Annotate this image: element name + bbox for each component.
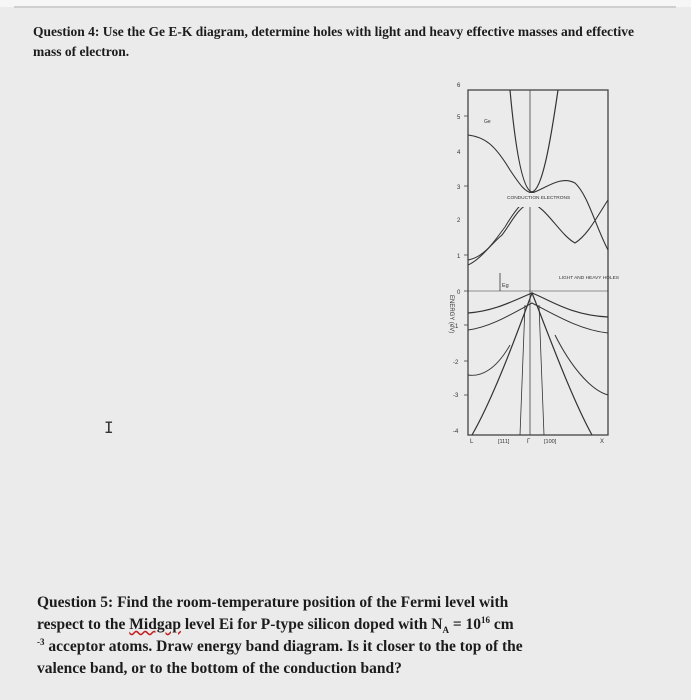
y-tick: 2	[457, 218, 461, 224]
conduction-band-upper	[510, 90, 558, 192]
q5-line-4: valence band, or to the bottom of the conduction band?	[37, 660, 402, 677]
valence-lower	[555, 335, 608, 395]
ek-diagram	[440, 75, 620, 450]
conduction-band-mid	[468, 135, 532, 193]
q5-line-2: respect to the Midgap level Ei for P-type silicon doped with $N_A = 10^{16}$ cm	[37, 614, 514, 636]
question-5-text	[37, 592, 677, 680]
x-label-100: [100]	[544, 439, 557, 445]
x-label-111: [111]	[498, 439, 510, 445]
conduction-label	[507, 195, 570, 201]
x-label-gamma: Γ	[527, 439, 531, 445]
y-axis-label: ENERGY (eV)	[448, 295, 454, 334]
diagram-frame	[468, 90, 608, 435]
y-tick: 4	[457, 150, 461, 156]
x-label-x: X	[600, 439, 605, 445]
y-tick: 3	[457, 185, 461, 191]
y-tick: 1	[457, 254, 461, 260]
valence-center-line-right	[539, 305, 544, 435]
midgap-word: Midgap	[129, 616, 181, 633]
top-rule	[14, 6, 676, 8]
y-tick: -1	[453, 324, 459, 330]
y-tick: 0	[457, 290, 461, 296]
conduction-label-text: CONDUCTION ELECTRONS	[507, 196, 571, 201]
ge-label: Ge	[484, 119, 491, 125]
y-tick: -4	[453, 429, 459, 435]
eg-label: Eg	[502, 283, 509, 289]
valence-heavy-hole	[468, 293, 608, 317]
y-tick: -3	[453, 393, 459, 399]
y-tick: 6	[457, 83, 461, 89]
q5-line-3: $^{-3}$ acceptor atoms. Draw energy band diagram. Is it closer to the top of the	[37, 636, 523, 655]
q5-line-1: Question 5: Find the room-temperature position of the Fermi level with	[37, 594, 509, 611]
holes-label-text: LIGHT AND HEAVY HOLES	[559, 276, 619, 281]
text-cursor-icon: I	[104, 418, 114, 437]
y-tick: 5	[457, 115, 461, 121]
x-label-l: L	[470, 439, 474, 445]
conduction-band-lower	[468, 200, 608, 265]
y-tick: -2	[453, 360, 459, 366]
valence-lower-left	[468, 345, 510, 375]
holes-label	[559, 275, 619, 281]
valence-light-hole	[472, 293, 592, 435]
question-4-text: Question 4: Use the Ge E-K diagram, determine holes with light and heavy effective masses and effective mass of electron.	[33, 24, 635, 59]
